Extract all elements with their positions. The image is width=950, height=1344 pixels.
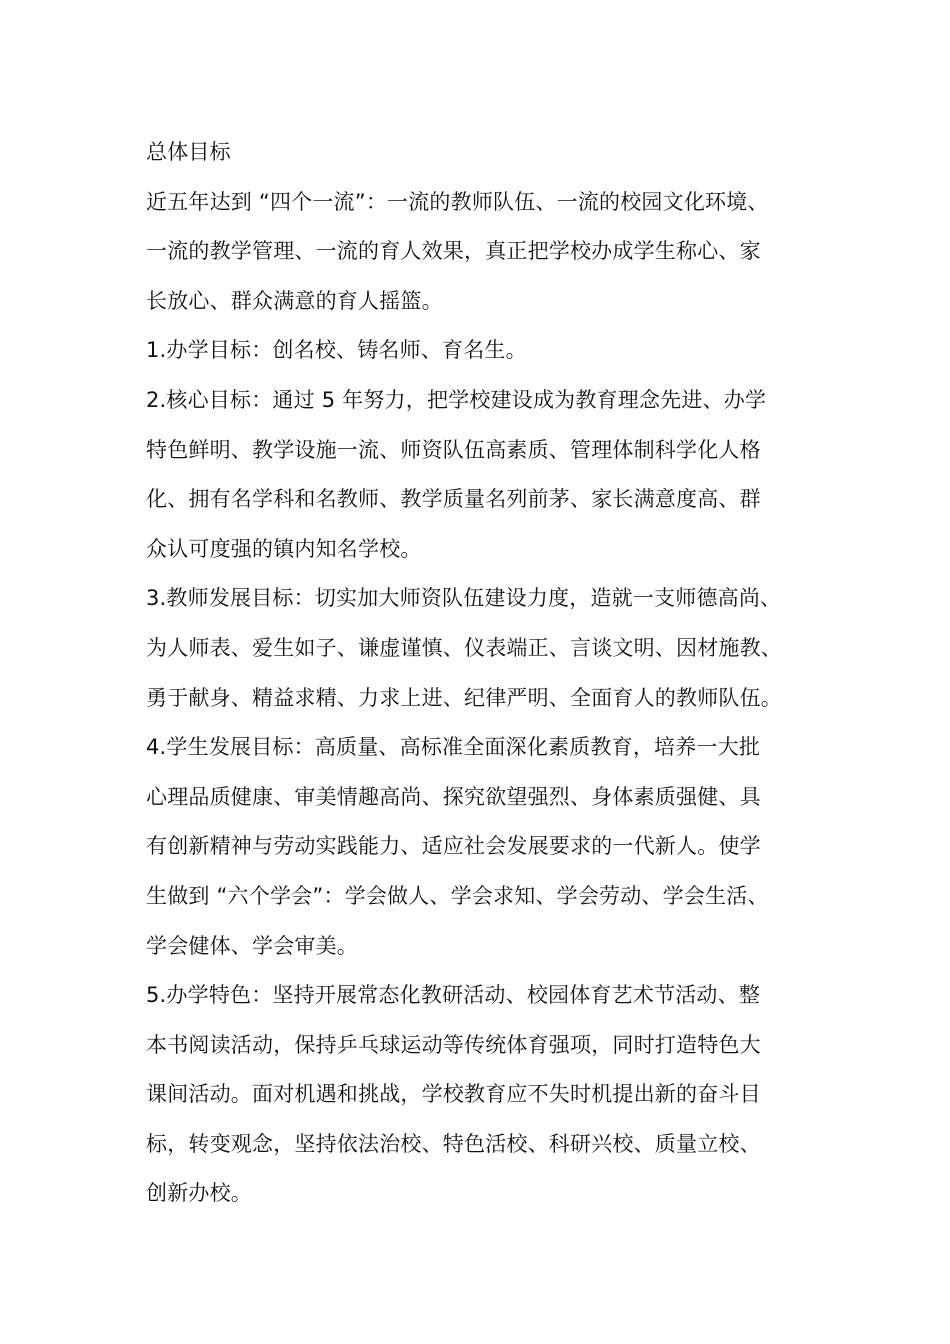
- text-line: 长放心、群众满意的育人摇篮。: [146, 288, 443, 313]
- text-line: 标，转变观念，坚持依法治校、特色活校、科研兴校、质量立校、: [146, 1131, 761, 1156]
- text-line: 2.核心目标：通过 5 年努力，把学校建设成为教育理念先进、办学: [146, 387, 767, 412]
- text-line: 学会健体、学会审美。: [146, 933, 358, 958]
- text-line: 3.教师发展目标：切实加大师资队伍建设力度，造就一支师德高尚、: [146, 586, 782, 611]
- text-line: 课间活动。面对机遇和挑战，学校教育应不失时机提出新的奋斗目: [146, 1082, 761, 1107]
- text-line: 本书阅读活动，保持乒乓球运动等传统体育强项，同时打造特色大: [146, 1032, 761, 1057]
- text-line: 5.办学特色：坚持开展常态化教研活动、校园体育艺术节活动、整: [146, 983, 761, 1008]
- text-line: 有创新精神与劳动实践能力、适应社会发展要求的一代新人。使学: [146, 834, 761, 859]
- text-line: 创新办校。: [146, 1181, 252, 1206]
- text-line: 近五年达到 “四个一流”：一流的教师队伍、一流的校园文化环境、: [146, 189, 769, 214]
- text-line: 一流的教学管理、一流的育人效果，真正把学校办成学生称心、家: [146, 239, 761, 264]
- text-line: 特色鲜明、教学设施一流、师资队伍高素质、管理体制科学化人格: [146, 437, 761, 462]
- text-line: 为人师表、爱生如子、谦虚谨慎、仪表端正、言谈文明、因材施教、: [146, 635, 782, 660]
- text-line: 1.办学目标：创名校、铸名师、育名生。: [146, 338, 527, 363]
- text-line: 心理品质健康、审美情趣高尚、探究欲望强烈、身体素质强健、具: [146, 784, 761, 809]
- text-line: 4.学生发展目标：高质量、高标准全面深化素质教育，培养一大批: [146, 735, 761, 760]
- document-body: [146, 128, 836, 1219]
- text-line: 化、拥有名学科和名教师、教学质量名列前茅、家长满意度高、群: [146, 487, 761, 512]
- text-line: 众认可度强的镇内知名学校。: [146, 536, 422, 561]
- text-line: 勇于献身、精益求精、力求上进、纪律严明、全面育人的教师队伍。: [146, 685, 782, 710]
- text-line: 生做到 “六个学会”：学会做人、学会求知、学会劳动、学会生活、: [146, 883, 769, 908]
- section-heading: 总体目标: [146, 140, 231, 164]
